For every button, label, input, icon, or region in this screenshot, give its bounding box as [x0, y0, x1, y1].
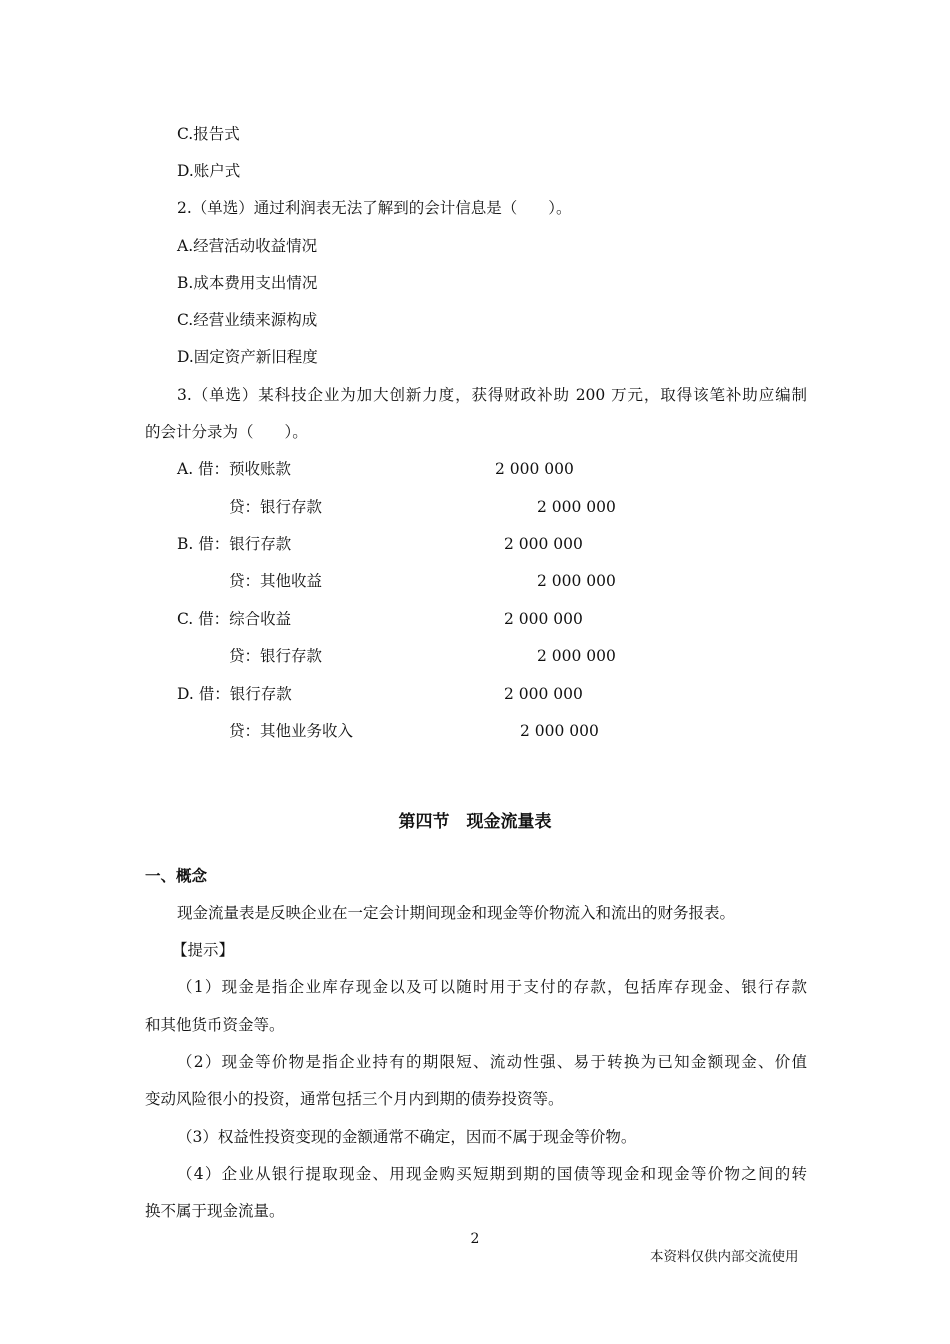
- tip-1-line1: （1）现金是指企业库存现金以及可以随时用于支付的存款，包括库存现金、银行存款: [177, 978, 807, 996]
- q3-stem-line1: 3.（单选）某科技企业为加大创新力度，获得财政补助 200 万元，取得该笔补助应编制: [177, 386, 807, 404]
- q3-option-d-debit-amount: 2 000 000: [504, 685, 583, 703]
- q3-option-b-credit-amount: 2 000 000: [537, 572, 616, 590]
- q3-option-a-debit-amount: 2 000 000: [495, 460, 574, 478]
- q3-option-c-debit-amount: 2 000 000: [504, 610, 583, 628]
- footer-note: 本资料仅供内部交流使用: [650, 1249, 799, 1265]
- q3-option-d-credit: 贷：其他业务收入: [229, 722, 354, 740]
- q1-option-c: C.报告式: [177, 125, 240, 143]
- q3-option-b-debit: B. 借：银行存款: [177, 535, 292, 553]
- q3-option-c-debit: C. 借：综合收益: [177, 610, 292, 628]
- q3-option-c-credit-amount: 2 000 000: [537, 647, 616, 665]
- q3-stem-line2: 的会计分录为（ ）。: [145, 423, 308, 441]
- q2-option-d: D.固定资产新旧程度: [177, 348, 318, 366]
- q3-option-a-credit-amount: 2 000 000: [537, 498, 616, 516]
- tip-1-line2: 和其他货币资金等。: [145, 1016, 285, 1034]
- tip-label: 【提示】: [172, 941, 235, 959]
- tip-2-line1: （2）现金等价物是指企业持有的期限短、流动性强、易于转换为已知金额现金、价值: [177, 1053, 807, 1071]
- q3-option-b-credit: 贷：其他收益: [229, 572, 323, 590]
- page-number: 2: [470, 1231, 480, 1247]
- q2-option-b: B.成本费用支出情况: [177, 274, 318, 292]
- q3-option-d-debit: D. 借：银行存款: [177, 685, 292, 703]
- q1-option-d: D.账户式: [177, 162, 241, 180]
- q3-option-c-credit: 贷：银行存款: [229, 647, 323, 665]
- tip-2-line2: 变动风险很小的投资，通常包括三个月内到期的债券投资等。: [145, 1090, 564, 1108]
- tip-4-line1: （4）企业从银行提取现金、用现金购买短期到期的国债等现金和现金等价物之间的转: [177, 1165, 807, 1183]
- q3-option-d-credit-amount: 2 000 000: [520, 722, 599, 740]
- q3-option-a-debit: A. 借：预收账款: [177, 460, 292, 478]
- q3-option-b-debit-amount: 2 000 000: [504, 535, 583, 553]
- tip-4-line2: 换不属于现金流量。: [145, 1202, 285, 1220]
- q2-option-a: A.经营活动收益情况: [177, 237, 318, 255]
- q2-option-c: C.经营业绩来源构成: [177, 311, 318, 329]
- section-title: 第四节 现金流量表: [398, 812, 552, 832]
- q3-option-a-credit: 贷：银行存款: [229, 498, 323, 516]
- tip-3: （3）权益性投资变现的金额通常不确定，因而不属于现金等价物。: [177, 1128, 637, 1146]
- definition-paragraph: 现金流量表是反映企业在一定会计期间现金和现金等价物流入和流出的财务报表。: [177, 904, 736, 922]
- q2-stem: 2.（单选）通过利润表无法了解到的会计信息是（ ）。: [177, 199, 572, 217]
- heading-concept: 一、概念: [145, 867, 208, 885]
